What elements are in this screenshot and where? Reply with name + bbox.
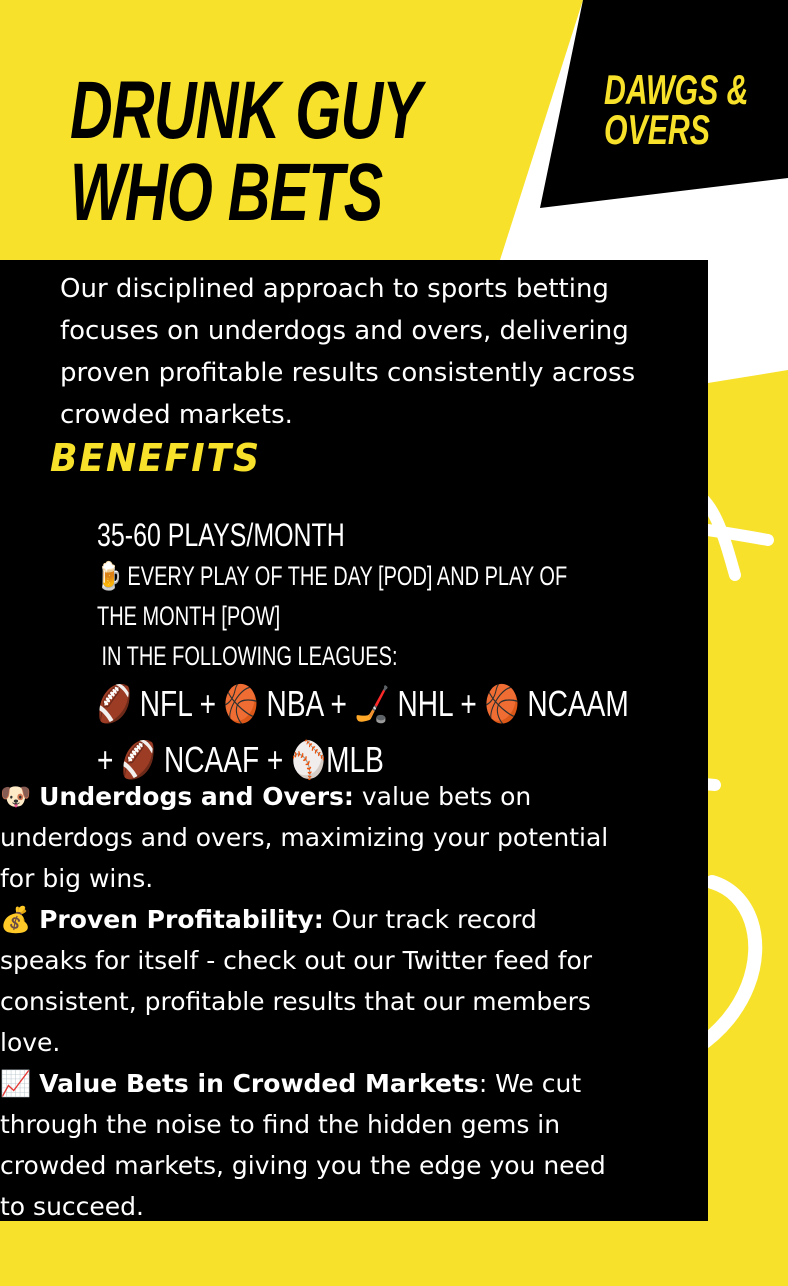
leagues-line-2: + 🏈 NCAAF + ⚾MLB (97, 739, 384, 780)
title-line-1: DRUNK GUY (70, 65, 422, 156)
benefit-title: Proven Profitability: (39, 905, 324, 934)
tagline (604, 66, 749, 153)
intro-paragraph: Our disciplined approach to sports betting focuses on underdogs and overs, delivering proven profitable results consistently across crowded markets. (60, 274, 636, 430)
leagues-line-1: 🏈 NFL + 🏀 NBA + 🏒 NHL + 🏀 NCAAM (97, 683, 629, 724)
title-line-2: WHO BETS (70, 147, 383, 238)
pod-pow-line: 🍺 EVERY PLAY OF THE DAY [POD] AND PLAY OF THE MONTH [POW] (97, 561, 568, 631)
benefit-text: : We cut through the noise to find the hidden gems in crowded markets, giving you the edge you need to succeed. (0, 1069, 606, 1221)
benefit-item-profitability (0, 899, 630, 1063)
benefit-item-value-bets (0, 1063, 630, 1227)
benefit-title: Underdogs and Overs: (39, 782, 354, 811)
page-title (70, 65, 422, 238)
chart-up-icon: 📈 (0, 1069, 32, 1098)
plays-block (97, 514, 637, 788)
benefit-list (0, 776, 630, 1227)
money-bag-icon: 💰 (0, 905, 32, 934)
plays-count: 35-60 PLAYS/MONTH (97, 517, 345, 553)
benefits-heading: BENEFITS (50, 436, 261, 480)
tagline-line-1: DAWGS & (604, 66, 749, 113)
dog-icon: 🐶 (0, 782, 32, 811)
benefit-title: Value Bets in Crowded Markets (39, 1069, 479, 1098)
benefit-item-underdogs (0, 776, 630, 899)
benefit-text: Our track record speaks for itself - check out our Twitter feed for consistent, profitable results that our members love. (0, 905, 593, 1057)
tagline-line-2: OVERS (604, 106, 710, 153)
benefit-text: value bets on underdogs and overs, maximizing your potential for big wins. (0, 782, 609, 893)
leagues-intro: IN THE FOLLOWING LEAGUES: (101, 641, 398, 671)
